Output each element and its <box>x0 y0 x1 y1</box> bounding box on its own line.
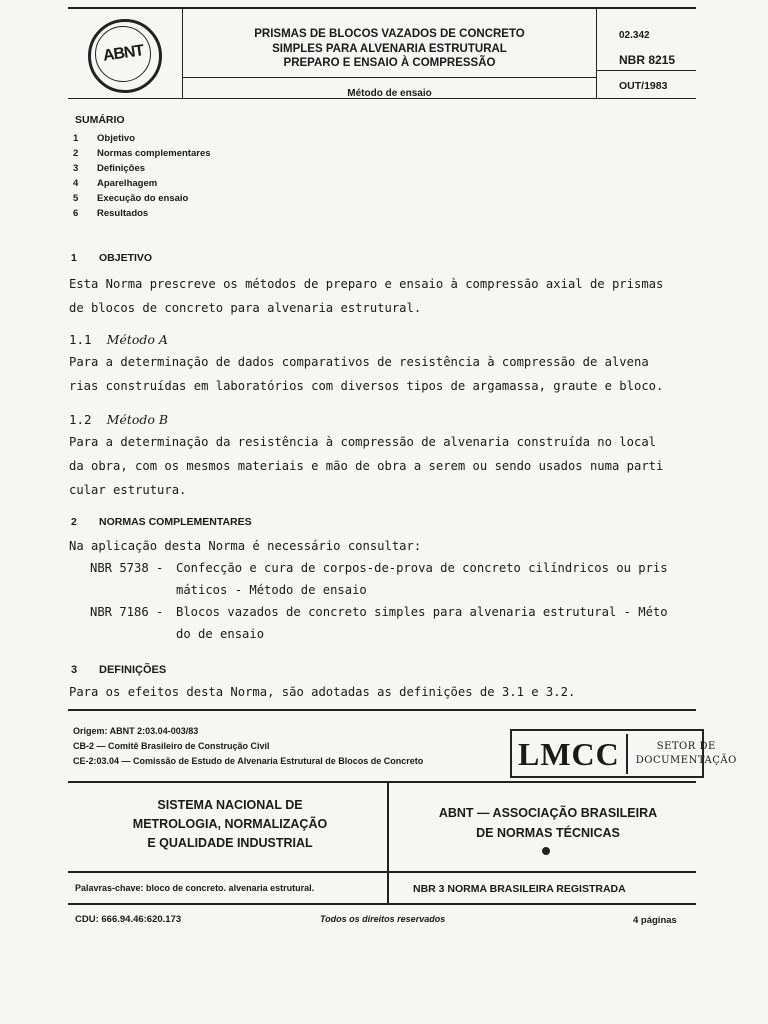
abnt-name: ABNT — ASSOCIAÇÃO BRASILEIRA DE NORMAS TÉCNICAS <box>438 806 658 840</box>
abnt-mark-icon <box>542 847 550 855</box>
page-count: 4 páginas <box>633 915 677 926</box>
toc-item: 5 Execução do ensaio <box>73 193 189 204</box>
reference-code: NBR 7186 - <box>90 605 164 619</box>
objetivo-paragraph: Esta Norma prescreve os métodos de preparo e ensaio à compressão axial de prismas de blocos de concreto para alvenaria estrutural. <box>69 277 664 315</box>
section-heading-objetivo: 1 OBJETIVO <box>71 252 153 264</box>
metodo-b-paragraph: Para a determinação da resistência à compressão de alvenaria construída no local da obra, com os mesmos materiais e mão de obra a serem ou sendo usados numa parti cular estrutura. <box>69 435 664 497</box>
title-line: PRISMAS DE BLOCOS VAZADOS DE CONCRETO <box>254 28 525 40</box>
reference-code: NBR 5738 - <box>90 561 164 575</box>
subsection-heading-1-1: 1.1 Método A <box>69 332 168 347</box>
nbr-number: NBR 8215 <box>619 53 676 67</box>
cdu-code: CDU: 666.94.46:620.173 <box>75 914 182 925</box>
origin-block <box>73 724 423 769</box>
rights-notice: Todos os direitos reservados <box>320 914 446 924</box>
title-line: PREPARO E ENSAIO À COMPRESSÃO <box>283 57 496 69</box>
toc-item: 4 Aparelhagem <box>73 178 158 189</box>
footer-divider <box>387 781 389 903</box>
keywords: Palavras-chave: bloco de concreto. alvenaria estrutural. <box>75 883 315 893</box>
code-cell <box>597 8 696 98</box>
table-of-contents <box>73 131 211 221</box>
section-heading-normas: 2 NORMAS COMPLEMENTARES <box>71 516 252 528</box>
footer-bottom-rule <box>68 903 696 905</box>
doc-code: 02.342 <box>619 30 650 41</box>
reference-text: Confecção e cura de corpos-de-prova de concreto cilíndricos ou pris máticos - Método de ensaio <box>176 561 668 597</box>
abnt-logo-text: ABNT <box>101 42 145 65</box>
toc-item: 6 Resultados <box>73 208 149 219</box>
footer-top-rule <box>68 709 696 711</box>
toc-item: 3 Definições <box>73 163 146 174</box>
footer-lower-rule <box>68 871 696 873</box>
metodo-a-paragraph: Para a determinação de dados comparativos de resistência à compressão de alvena rias construídas em laboratórios com diversos tipos de argamassa, graute e bloco. <box>69 355 664 393</box>
title-line: SIMPLES PARA ALVENARIA ESTRUTURAL <box>272 42 507 55</box>
registration-label: NBR 3 NORMA BRASILEIRA REGISTRADA <box>413 883 626 895</box>
abnt-logo <box>88 19 162 93</box>
title-divider <box>183 77 597 78</box>
reference-text: Blocos vazados de concreto simples para alvenaria estrutural - Méto do de ensaio <box>176 605 668 641</box>
toc-item: 1 Objetivo <box>73 133 136 144</box>
title-cell <box>183 8 597 98</box>
origin-line: CE-2:03.04 — Comissão de Estudo de Alvenaria Estrutural de Blocos de Concreto <box>73 756 424 766</box>
toc-item: 2 Normas complementares <box>73 148 211 159</box>
normas-intro: Na aplicação desta Norma é necessário consultar: <box>69 539 422 553</box>
logo-cell <box>68 8 183 98</box>
definicoes-paragraph: Para os efeitos desta Norma, são adotadas as definições de 3.1 e 3.2. <box>69 685 576 699</box>
sumario-title: SUMÁRIO <box>75 114 125 126</box>
section-heading-definicoes: 3 DEFINIÇÕES <box>71 664 167 676</box>
origin-line: CB-2 — Comitê Brasileiro de Construção Civil <box>73 741 270 751</box>
subsection-heading-1-2: 1.2 Método B <box>69 412 169 427</box>
sinmetro-name: SISTEMA NACIONAL DE METROLOGIA, NORMALIZAÇÃO E QUALIDADE INDUSTRIAL <box>132 798 328 850</box>
doc-date: OUT/1983 <box>619 80 668 92</box>
footer-mid-rule <box>68 781 696 783</box>
origin-line: Origem: ABNT 2:03.04-003/83 <box>73 726 199 736</box>
lmcc-stamp: LMCC SETOR DE DOCUMENTAÇÃO <box>510 729 704 778</box>
document-title <box>183 27 596 71</box>
method-label: Método de ensaio <box>347 88 432 99</box>
